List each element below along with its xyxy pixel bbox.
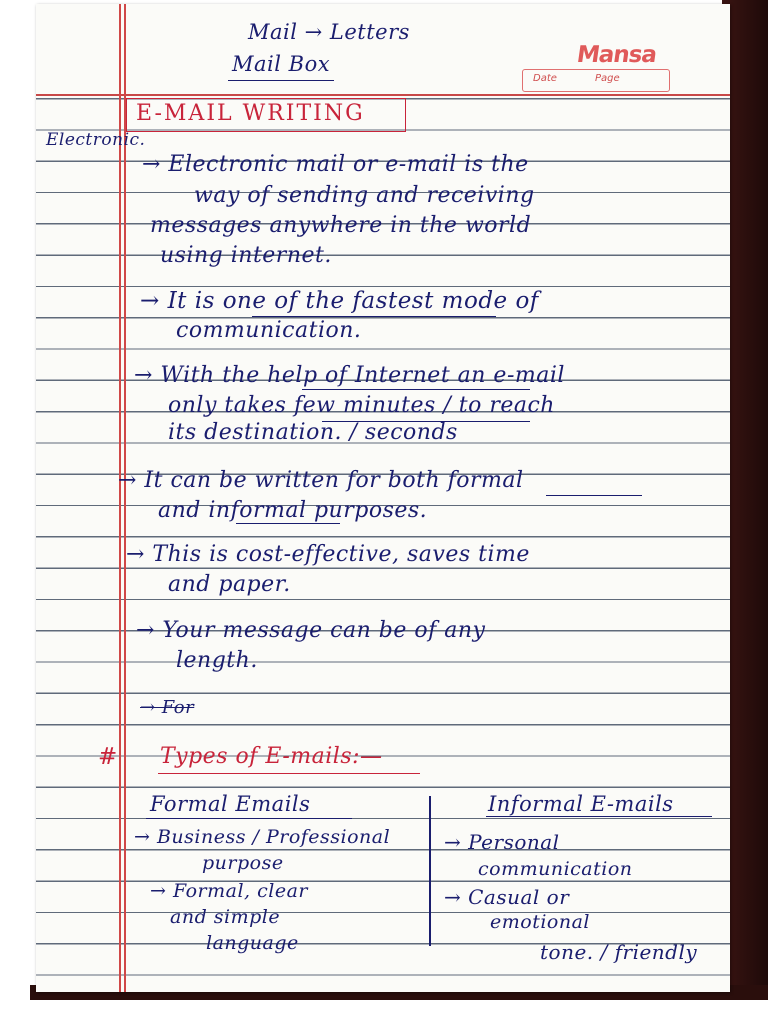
header-line-1: Mail → Letters <box>248 20 410 44</box>
page-title: E-MAIL WRITING <box>136 101 365 126</box>
point-4-underline-2 <box>236 523 340 524</box>
formal-heading: Formal Emails <box>150 792 311 816</box>
point-4-line-2: and informal purposes. <box>158 498 428 523</box>
point-7-struck: → For <box>140 697 195 718</box>
formal-item-2: purpose <box>202 852 284 874</box>
page-label: Page <box>595 73 620 84</box>
formal-underline <box>146 818 352 819</box>
margin-note: Electronic. <box>46 130 146 150</box>
informal-item-5: tone. / friendly <box>540 940 698 964</box>
point-3-line-1: → With the help of Internet an e-mail <box>134 363 565 388</box>
point-2-line-2: communication. <box>176 318 362 343</box>
point-1-line-1: → Electronic mail or e-mail is the <box>142 152 529 177</box>
brand-logo: Mansa <box>575 42 658 68</box>
point-3-line-2: only takes few minutes / to reach <box>168 393 555 418</box>
point-3-underline-1 <box>302 389 530 390</box>
header-rule <box>36 94 730 96</box>
header-line-2: Mail Box <box>232 52 331 76</box>
point-4-underline-1 <box>546 495 642 496</box>
informal-item-2: communication <box>478 858 633 880</box>
point-1-line-2: way of sending and receiving <box>194 183 535 208</box>
margin-line-1 <box>119 4 121 992</box>
date-label: Date <box>533 73 557 84</box>
section-hash: # <box>98 744 118 770</box>
header-underline <box>228 80 334 81</box>
formal-item-1: → Business / Professional <box>134 826 391 848</box>
point-5-line-1: → This is cost-effective, saves time <box>126 542 530 567</box>
section-heading: Types of E-mails:— <box>160 744 383 769</box>
section-heading-underline <box>158 773 420 774</box>
informal-heading: Informal E-mails <box>488 792 674 816</box>
point-1-line-4: using internet. <box>160 243 332 268</box>
informal-item-3: → Casual or <box>444 885 570 909</box>
point-1-line-3: messages anywhere in the world <box>150 213 532 238</box>
point-4-line-1: → It can be written for both formal <box>118 468 524 493</box>
informal-underline <box>486 816 712 817</box>
point-2-line-1: → It is one of the fastest mode of <box>140 288 539 314</box>
point-6-line-1: → Your message can be of any <box>136 618 486 643</box>
margin-line-2 <box>124 4 126 992</box>
informal-item-4: emotional <box>490 911 590 933</box>
formal-item-3: → Formal, clear <box>150 880 308 902</box>
column-divider <box>429 796 431 946</box>
point-3-line-3: its destination. / seconds <box>168 420 458 445</box>
point-5-line-2: and paper. <box>168 572 291 597</box>
formal-item-4: and simple <box>170 906 281 928</box>
formal-item-5: language <box>206 932 299 954</box>
informal-item-1: → Personal <box>444 830 560 854</box>
point-6-line-2: length. <box>176 648 258 673</box>
date-page-box <box>522 69 670 92</box>
